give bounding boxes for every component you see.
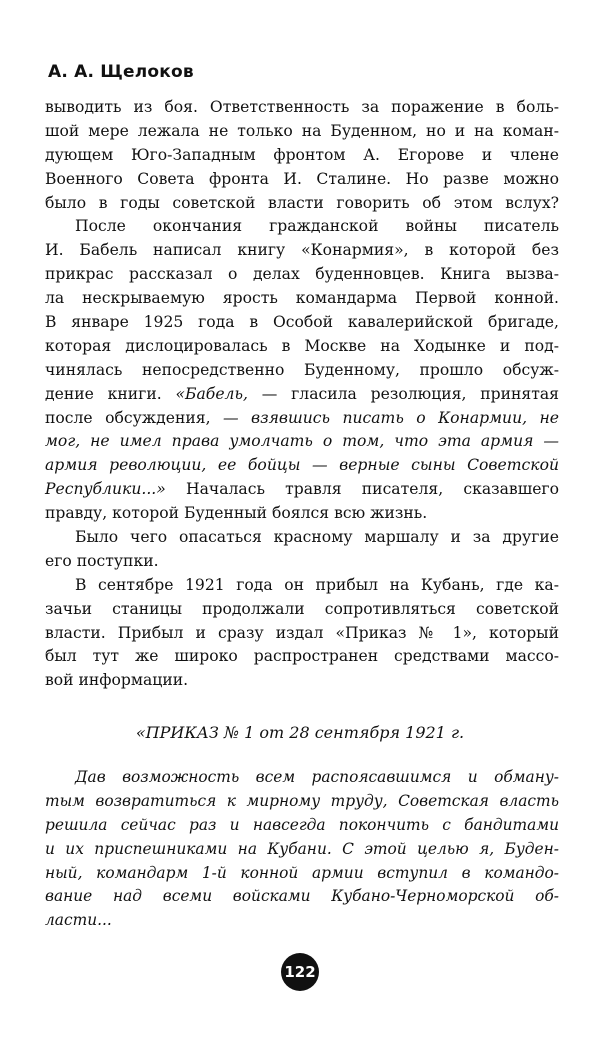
page-number-badge: 122: [281, 953, 319, 991]
text-line-mixed: [45, 383, 559, 407]
text-line: выводить из боя. Ответственность за поражение в боль-: [45, 98, 559, 116]
text-segment: дение книги.: [45, 384, 162, 403]
text-segment: после обсуждения,: [45, 408, 211, 427]
order-line: тым возвратиться к мирному труду, Советская власть: [45, 791, 559, 810]
text-line: Военного Совета фронта И. Сталине. Но разве можно: [45, 169, 559, 188]
order-line: Дав возможность всем распоясавшимся и обману-: [75, 768, 559, 786]
text-line: которая дислоцировалась в Москве на Ходынке и под-: [45, 336, 559, 355]
order-text: [45, 766, 559, 933]
text-line: правду, которой Буденный боялся всю жизнь.: [45, 504, 428, 523]
text-segment: Началась травля писателя, сказавшего: [165, 480, 559, 499]
order-line: ласти...: [45, 911, 112, 930]
text-line: В сентябре 1921 года он прибыл на Кубань, где ка-: [75, 575, 559, 594]
text-line: Было чего опасаться красному маршалу и за другие: [75, 528, 559, 547]
quote-segment: Республики...»: [45, 480, 166, 499]
text-line-mixed: [45, 478, 559, 502]
text-line: зачьи станицы продолжали сопротивляться советской: [45, 599, 559, 618]
text-line: И. Бабель написал книгу «Конармия», в которой без: [45, 241, 559, 260]
quote-segment: «Бабель,: [175, 384, 248, 403]
text-line: ла нескрываемую ярость командарма Первой конной.: [45, 289, 559, 308]
text-line: прикрас рассказал о делах буденновцев. Книга вызва-: [45, 265, 559, 284]
quote-line: армия революции, ее бойцы — верные сыны Советской: [45, 456, 559, 475]
running-head: А. А. Щелоков: [48, 62, 194, 82]
order-line: и их приспешниками на Кубани. С этой целью я, Буден-: [45, 839, 559, 858]
order-line: ный, командарм 1-й конной армии вступил в командо-: [45, 863, 559, 882]
text-line: было в годы советской власти говорить об этом вслух?: [45, 193, 559, 212]
text-segment: — гласила резолюция, принятая: [247, 384, 559, 403]
quote-line: мог, не имел права умолчать о том, что эта армия —: [45, 432, 559, 451]
text-line: шой мере лежала не только на Буденном, но и на коман-: [45, 121, 559, 140]
text-line: дующем Юго-Западным фронтом А. Егорове и члене: [45, 145, 559, 164]
text-line: чинялась непосредственно Буденному, прошло обсуж-: [45, 360, 559, 379]
text-line: был тут же широко распространен средствами массо-: [45, 647, 559, 666]
order-line: вание над всеми войсками Кубано-Черноморской об-: [45, 887, 559, 906]
body-text: [45, 96, 559, 693]
text-line-mixed: [45, 407, 559, 431]
order-title: «ПРИКАЗ № 1 от 28 сентября 1921 г.: [135, 723, 465, 742]
text-line: его поступки.: [45, 551, 159, 570]
text-line: вой информации.: [45, 671, 189, 690]
order-line: решила сейчас раз и навсегда покончить с бандитами: [45, 815, 559, 834]
quote-segment: — взявшись писать о Конармии, не: [210, 408, 559, 427]
text-line: После окончания гражданской войны писатель: [75, 217, 559, 236]
text-line: В январе 1925 года в Особой кавалерийской бригаде,: [45, 313, 559, 332]
text-line: власти. Прибыл и сразу издал «Приказ № 1», который: [45, 623, 559, 642]
